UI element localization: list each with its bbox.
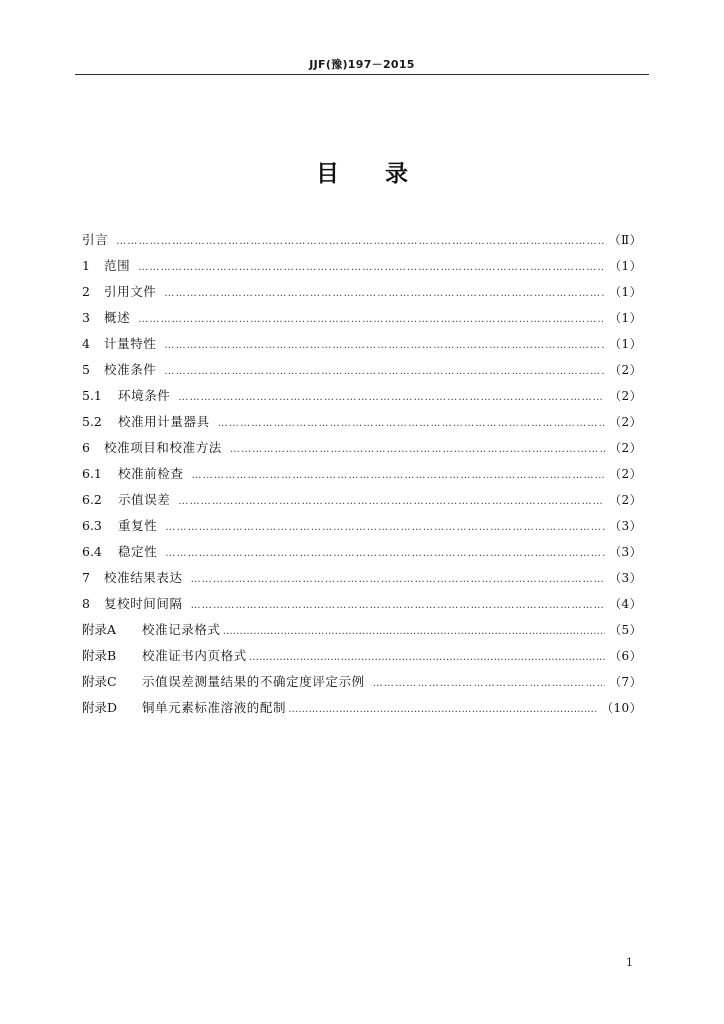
toc-entry-5-2[interactable]: [82, 411, 642, 437]
toc-entry-number: 5.1: [82, 388, 102, 403]
toc-dot-leader: [178, 491, 605, 513]
toc-entry-number: 5: [82, 362, 90, 377]
page-title-char-1: 目: [316, 161, 339, 187]
toc-entry-page: （1）: [609, 259, 642, 273]
toc-dot-leader: [116, 231, 604, 253]
toc-dot-leader: [138, 309, 605, 331]
toc-entry-label: 复校时间间隔: [104, 596, 183, 611]
standard-code-header: JJF(豫)197－2015: [309, 58, 415, 71]
toc-entry-label: 校准记录格式: [142, 622, 221, 637]
toc-entry-label: 示值误差: [118, 492, 171, 507]
toc-dot-leader: [164, 361, 605, 383]
toc-entry-label: 校准结果表达: [104, 570, 183, 585]
toc-entry-label: 铜单元素标准溶液的配制: [142, 700, 287, 715]
toc-dot-leader: [218, 413, 605, 435]
toc-entry-page: （2）: [609, 467, 642, 481]
toc-entry-number: 4: [82, 336, 90, 351]
toc-entry-page: （5）: [609, 623, 642, 637]
page-title: [0, 155, 724, 188]
toc-entry-label: 校准用计量器具: [118, 414, 210, 429]
toc-entry-page: （2）: [609, 363, 642, 377]
toc-entry-7[interactable]: [82, 567, 642, 593]
toc-entry-number: 6.4: [82, 544, 102, 559]
toc-entry-number: 3: [82, 310, 90, 325]
toc-entry-number: 6.1: [82, 466, 102, 481]
toc-entry-3[interactable]: [82, 307, 642, 333]
toc-dot-leader: [165, 543, 605, 565]
toc-dot-leader: [191, 595, 606, 617]
toc-entry-label: 稳定性: [118, 544, 158, 559]
toc-entry-number: 附录A: [82, 622, 117, 637]
toc-entry-page: （1）: [609, 337, 642, 351]
toc-entry-page: （7）: [609, 675, 642, 689]
toc-dot-leader: [249, 647, 605, 669]
toc-dot-leader: [138, 257, 605, 279]
toc-entry-6-3[interactable]: [82, 515, 642, 541]
toc-entry-appendix-c[interactable]: [82, 671, 642, 697]
toc-dot-leader: [223, 621, 606, 643]
toc-entry-6-2[interactable]: [82, 489, 642, 515]
toc-entry-page: （1）: [609, 311, 642, 325]
toc-entry-page: （6）: [609, 649, 642, 663]
toc-dot-leader: [191, 569, 606, 591]
toc-entry-appendix-b[interactable]: [82, 645, 642, 671]
toc-entry-number: 附录D: [82, 700, 118, 715]
toc-entry-5-1[interactable]: [82, 385, 642, 411]
toc-entry-number: 7: [82, 570, 90, 585]
toc-entry-label: 重复性: [118, 518, 158, 533]
toc-entry-page: （2）: [609, 441, 642, 455]
toc-dot-leader: [178, 387, 605, 409]
page-number: 1: [626, 956, 633, 969]
toc-entry-5[interactable]: [82, 359, 642, 385]
toc-entry-8[interactable]: [82, 593, 642, 619]
toc-entry-number: 6.3: [82, 518, 102, 533]
toc-entry-page: （3）: [609, 519, 642, 533]
toc-entry-number: 8: [82, 596, 90, 611]
toc-entry-page: （4）: [609, 597, 642, 611]
toc-dot-leader: [164, 283, 605, 305]
toc-dot-leader: [192, 465, 606, 487]
toc-entry-page: （10）: [601, 701, 642, 715]
page-title-char-2: 录: [385, 161, 408, 187]
toc-entry-label: 校准条件: [104, 362, 157, 377]
toc-entry-1[interactable]: [82, 255, 642, 281]
toc-entry-number: 1: [82, 258, 90, 273]
toc-entry-label: 引用文件: [104, 284, 157, 299]
toc-entry-number: 5.2: [82, 414, 102, 429]
toc-entry-label: 示值误差测量结果的不确定度评定示例: [142, 674, 365, 689]
toc-entry-label: 校准项目和校准方法: [104, 440, 222, 455]
toc-entry-6-4[interactable]: [82, 541, 642, 567]
toc-entry-intro[interactable]: [82, 229, 642, 255]
toc-entry-label: 引言: [82, 232, 109, 247]
toc-entry-label: 校准前检查: [118, 466, 184, 481]
toc-entry-label: 概述: [104, 310, 131, 325]
toc-dot-leader: [164, 335, 605, 357]
toc-entry-label: 环境条件: [118, 388, 171, 403]
toc-dot-leader: [373, 673, 605, 695]
toc-entry-page: （Ⅱ）: [608, 233, 642, 247]
toc-entry-appendix-d[interactable]: [82, 697, 642, 723]
toc-entry-6[interactable]: [82, 437, 642, 463]
toc-entry-page: （2）: [609, 493, 642, 507]
toc-entry-label: 范围: [104, 258, 131, 273]
toc-entry-page: （3）: [609, 571, 642, 585]
table-of-contents: [82, 229, 642, 723]
toc-entry-page: （1）: [609, 285, 642, 299]
toc-dot-leader: [288, 699, 597, 721]
toc-dot-leader: [165, 517, 605, 539]
toc-entry-6-1[interactable]: [82, 463, 642, 489]
toc-entry-number: 6.2: [82, 492, 102, 507]
toc-entry-page: （2）: [609, 415, 642, 429]
toc-entry-page: （2）: [609, 389, 642, 403]
toc-entry-label: 校准证书内页格式: [142, 648, 247, 663]
toc-entry-4[interactable]: [82, 333, 642, 359]
toc-entry-number: 6: [82, 440, 90, 455]
toc-dot-leader: [230, 439, 605, 461]
toc-entry-2[interactable]: [82, 281, 642, 307]
toc-entry-label: 计量特性: [104, 336, 157, 351]
toc-entry-page: （3）: [609, 545, 642, 559]
toc-entry-number: 附录B: [82, 648, 117, 663]
toc-entry-appendix-a[interactable]: [82, 619, 642, 645]
toc-entry-number: 附录C: [82, 674, 117, 689]
toc-entry-number: 2: [82, 284, 90, 299]
header-divider: [75, 74, 649, 75]
